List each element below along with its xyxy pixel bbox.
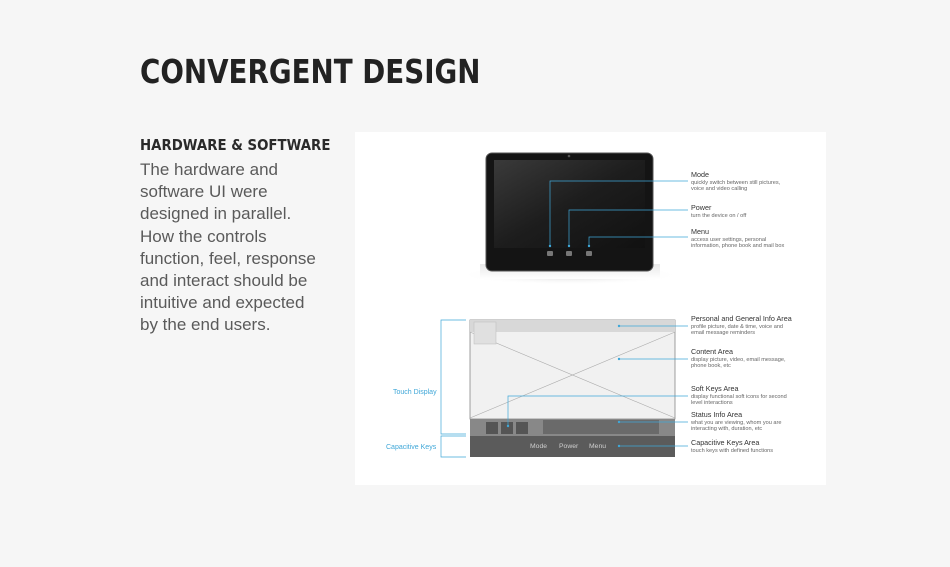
body-line: How the controls [140, 226, 267, 246]
soft-key-3 [516, 422, 528, 434]
key-label-mode: Mode [530, 443, 548, 450]
svg-text:email message reminders: email message reminders [691, 330, 756, 336]
svg-text:voice and video calling: voice and video calling [691, 186, 748, 192]
callout-power [691, 203, 747, 219]
label-capacitive-keys: Capacitive Keys [386, 444, 437, 451]
body-paragraph [140, 159, 320, 337]
callout-menu [691, 227, 784, 249]
svg-text:profile picture, date & time,: profile picture, date & time, voice and [691, 324, 784, 330]
callout-personal-info [691, 314, 792, 336]
svg-text:Soft Keys Area: Soft Keys Area [691, 384, 739, 393]
section-subtitle: HARDWARE & SOFTWARE [140, 136, 331, 154]
svg-text:information, phone book and ma: information, phone book and mail box [691, 243, 785, 249]
callout-content-area [691, 347, 786, 369]
key-label-power: Power [559, 443, 579, 450]
callout-mode [691, 170, 781, 192]
svg-text:access user settings, personal: access user settings, personal [691, 237, 767, 243]
ui-wireframe [470, 320, 675, 457]
soft-key-1 [486, 422, 498, 434]
svg-text:Personal and General Info Area: Personal and General Info Area [691, 314, 792, 323]
callout-status-info [690, 410, 781, 432]
soft-key-2 [501, 422, 513, 434]
side-brackets [441, 320, 466, 457]
svg-text:interacting with, duration, et: interacting with, duration, etc [691, 426, 763, 432]
svg-text:display functional soft icons: display functional soft icons for second [691, 394, 787, 400]
svg-text:Menu: Menu [691, 227, 709, 236]
profile-picture-placeholder [474, 322, 496, 344]
svg-text:quickly switch between still p: quickly switch between still pictures, [691, 180, 781, 186]
body-line: software UI were [140, 182, 268, 202]
callout-soft-keys [691, 384, 787, 406]
design-diagram-panel [355, 132, 826, 485]
body-line: intuitive and expected [140, 293, 305, 313]
svg-text:turn the device on / off: turn the device on / off [691, 213, 747, 219]
body-line: and interact should be [140, 271, 308, 291]
svg-text:Power: Power [691, 203, 712, 212]
device-illustration [460, 153, 680, 285]
svg-text:touch keys with defined functi: touch keys with defined functions [691, 448, 774, 454]
svg-text:Status Info Area: Status Info Area [691, 410, 743, 419]
body-line: function, feel, response [140, 248, 316, 268]
page-title: CONVERGENT DESIGN [140, 52, 481, 91]
svg-text:phone book, etc: phone book, etc [691, 363, 731, 369]
svg-text:Mode: Mode [691, 170, 709, 179]
svg-text:Content Area: Content Area [691, 347, 733, 356]
design-diagram [355, 132, 826, 485]
power-key-icon [566, 251, 572, 256]
label-touch-display: Touch Display [393, 389, 437, 396]
mode-key-icon [547, 251, 553, 256]
svg-text:level interactions: level interactions [691, 400, 733, 406]
svg-text:what you are viewing, whom you: what you are viewing, whom you are [691, 420, 782, 426]
svg-text:display picture, video, email: display picture, video, email message, [691, 357, 786, 363]
key-label-menu: Menu [589, 443, 607, 450]
callout-capacitive-keys [691, 438, 773, 454]
menu-key-icon [586, 251, 592, 256]
body-line: The hardware and [140, 160, 278, 179]
body-line: by the end users. [140, 315, 271, 335]
svg-text:Capacitive Keys Area: Capacitive Keys Area [691, 438, 760, 447]
body-line: designed in parallel. [140, 204, 292, 224]
